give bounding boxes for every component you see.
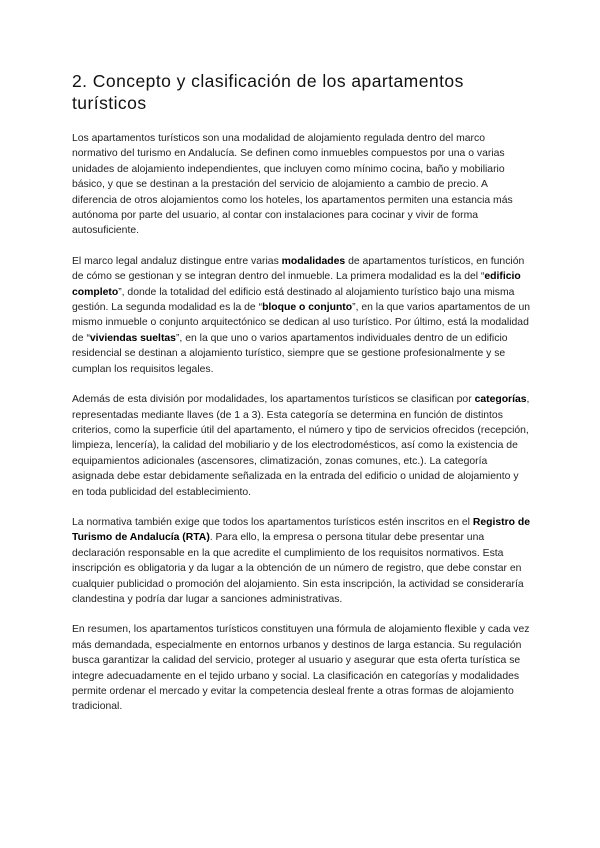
term-edificio-completo: edificio completo <box>72 271 521 298</box>
term-modalidades: modalidades <box>281 255 346 267</box>
paragraph-categorias: Además de esta división por modalidades, los apartamentos turísticos se clasifican por categorías, representadas mediante llaves (de 1 a 3). Esta categoría se determina en función de distintos criterios, como la superficie útil del apartamento, el número y tipo de servicios ofrecidos (recepción, limpieza, lencería), la calidad del mobiliario y de los electrodomésticos, así como la existencia de equipamientos adicionales (ascensores, climatización, zonas comunes, etc.). La categoría asignada debe estar debidamente señalizada en la entrada del edificio o unidad de alojamiento y en toda publicidad del establecimiento. <box>72 394 530 498</box>
paragraph-registro: La normativa también exige que todos los apartamentos turísticos estén inscritos en el Registro de Turismo de Andalucía (RTA). Para ello, la empresa o persona titular debe presentar una declaración responsable en la que acredite el cumplimiento de los requisitos normativos. Esta inscripción es obligatoria y da lugar a la obtención de un número de registro, que debe constar en cualquier publicidad o promoción del alojamiento. Sin esta inscripción, la actividad se consideraría clandestina y podría dar lugar a sanciones administrativas. <box>72 516 531 605</box>
term-bloque-o-conjunto: bloque o conjunto <box>262 302 353 314</box>
term-viviendas-sueltas: viviendas sueltas <box>89 332 176 344</box>
paragraph-resumen: En resumen, los apartamentos turísticos constituyen una fórmula de alojamiento flexible y cada vez más demandada, especialmente en entornos urbanos y destinos de larga estancia. Su regulación busca garantizar la calidad del servicio, proteger al usuario y asegurar que esta oferta turística se integre adecuadamente en el tejido urbano y social. La clasificación en categorías y modalidades permite ordenar el mercado y evitar la competencia desleal frente a otras formas de alojamiento tradicional. <box>72 624 530 713</box>
paragraph-modalidades: El marco legal andaluz distingue entre varias modalidades de apartamentos turísticos, en función de cómo se gestionan y se integran dentro del inmueble. La primera modalidad es la del “edificio completo”, donde la totalidad del edificio está destinado al alojamiento turístico bajo una misma gestión. La segunda modalidad es la de “bloque o conjunto”, en la que varios apartamentos de un mismo inmueble o conjunto arquitectónico se dedican al uso turístico. Por último, está la modalidad de “viviendas sueltas”, en la que uno o varios apartamentos individuales dentro de un edificio residencial se destinan a alojamiento turístico, siempre que se gestione profesionalmente y se cumplan los requisitos legales. <box>72 255 531 375</box>
term-categorias: categorías <box>474 394 527 406</box>
section-title: 2. Concepto y clasificación de los apartamentos turísticos <box>72 71 464 113</box>
document-page <box>72 70 532 730</box>
paragraph-definition: Los apartamentos turísticos son una modalidad de alojamiento regulada dentro del marco normativo del turismo en Andalucía. Se definen como inmuebles compuestos por una o varias unidades de alojamiento independientes, que incluyen como mínimo cocina, baño y mobiliario básico, y que se destinan a la prestación del servicio de alojamiento a cambio de precio. A diferencia de otros alojamientos como los hoteles, los apartamentos permiten una estancia más autónoma por parte del usuario, al contar con instalaciones para cocinar y vivir de forma autosuficiente. <box>72 133 513 237</box>
term-registro-rta: Registro de Turismo de Andalucía (RTA) <box>72 516 531 544</box>
